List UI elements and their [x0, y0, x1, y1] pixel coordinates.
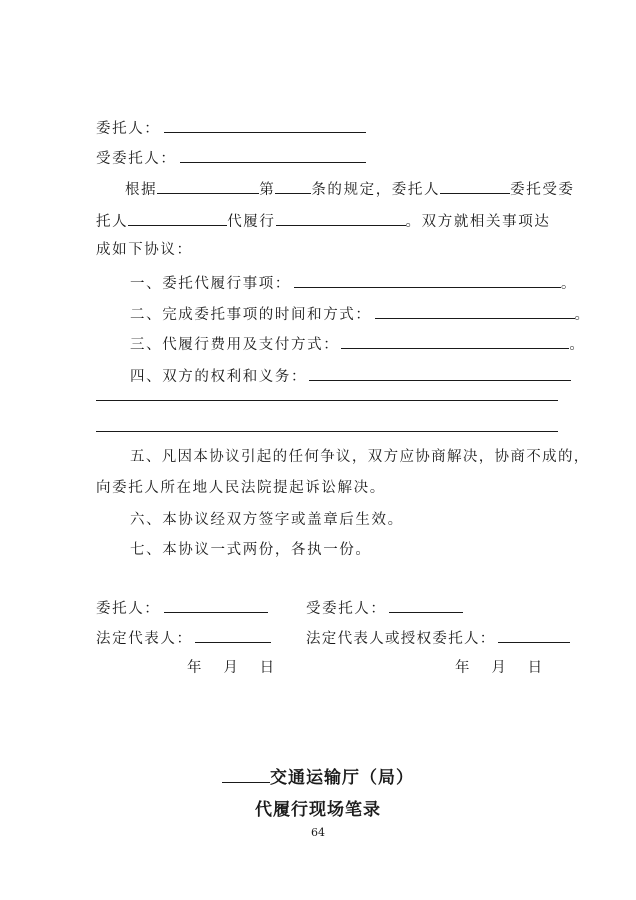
clause-2-period: 。: [574, 307, 591, 323]
entrustor-blank: [164, 117, 366, 133]
signature-entrustor: [96, 597, 268, 619]
entrustee-line: [96, 147, 366, 169]
basis-text-1: 根据: [125, 182, 158, 198]
heading-bureau: [0, 763, 636, 788]
entrustee-name-blank: [128, 210, 227, 226]
clause-2: [130, 303, 591, 325]
signature-entrustee-blank: [389, 597, 463, 613]
page-number: 64: [311, 826, 325, 839]
clause-5-line-1: 五、凡因本协议引起的任何争议，双方应协商解决，协商不成的，: [130, 449, 590, 465]
basis-line-2: [96, 210, 550, 232]
clause-1-blank: [294, 272, 561, 288]
clause-4-blank: [309, 365, 571, 381]
entrustee-label: 受委托人：: [96, 151, 177, 167]
basis-text-5: 托人: [96, 214, 129, 230]
clause-3-period: 。: [569, 337, 586, 353]
clause-1-label: 一、委托代履行事项：: [130, 276, 291, 292]
clause-6: 六、本协议经双方签字或盖章后生效。: [130, 512, 404, 528]
basis-text-2: 第: [259, 182, 276, 198]
basis-line-1: [125, 178, 575, 200]
basis-text-8: 成如下协议：: [96, 242, 193, 258]
clause-3-label: 三、代履行费用及支付方式：: [130, 337, 340, 353]
clause-5-line-2: 向委托人所在地人民法院提起诉讼解决。: [96, 480, 386, 496]
signature-legal-rep-blank: [195, 627, 271, 643]
clause-1: [130, 272, 577, 294]
article-blank: [275, 178, 311, 194]
basis-text-4: 委托受委: [510, 182, 575, 198]
date-left: 年 月 日: [187, 660, 277, 676]
basis-text-3: 条的规定，委托人: [311, 182, 441, 198]
entrustor-line: [96, 117, 366, 139]
clause-1-period: 。: [561, 276, 578, 292]
signature-entrustee-label: 受委托人：: [306, 601, 387, 617]
date-right: 年 月 日: [455, 660, 545, 676]
entrustor-name-blank: [440, 178, 510, 194]
clause-7: 七、本协议一式两份，各执一份。: [130, 542, 372, 558]
rights-blank-line-2: [96, 431, 558, 432]
signature-authorized-blank: [498, 627, 570, 643]
clause-2-label: 二、完成委托事项的时间和方式：: [130, 307, 372, 323]
basis-line-3: [96, 240, 193, 260]
heading-record: 代履行现场笔录: [255, 800, 381, 820]
clause-2-blank: [375, 303, 575, 319]
regulation-blank: [157, 178, 259, 194]
rights-blank-line-1: [96, 400, 558, 401]
signature-entrustor-blank: [164, 597, 268, 613]
signature-entrustee: [306, 597, 463, 619]
clause-4: [130, 365, 571, 387]
signature-legal-rep: [96, 627, 271, 649]
performance-blank: [276, 210, 406, 226]
clause-3: [130, 333, 585, 355]
signature-entrustor-label: 委托人：: [96, 601, 161, 617]
basis-text-7: 。双方就相关事项达: [405, 214, 551, 230]
basis-text-6: 代履行: [227, 214, 276, 230]
heading-bureau-text: 交通运输厅（局）: [270, 768, 414, 788]
signature-legal-rep-label: 法定代表人：: [96, 631, 193, 647]
bureau-name-blank: [222, 766, 270, 783]
clause-4-label: 四、双方的权利和义务：: [130, 369, 308, 385]
clause-3-blank: [341, 333, 569, 349]
signature-authorized: [306, 627, 570, 649]
signature-authorized-label: 法定代表人或授权委托人：: [306, 631, 496, 647]
entrustor-label: 委托人：: [96, 121, 161, 137]
entrustee-blank: [180, 147, 366, 163]
